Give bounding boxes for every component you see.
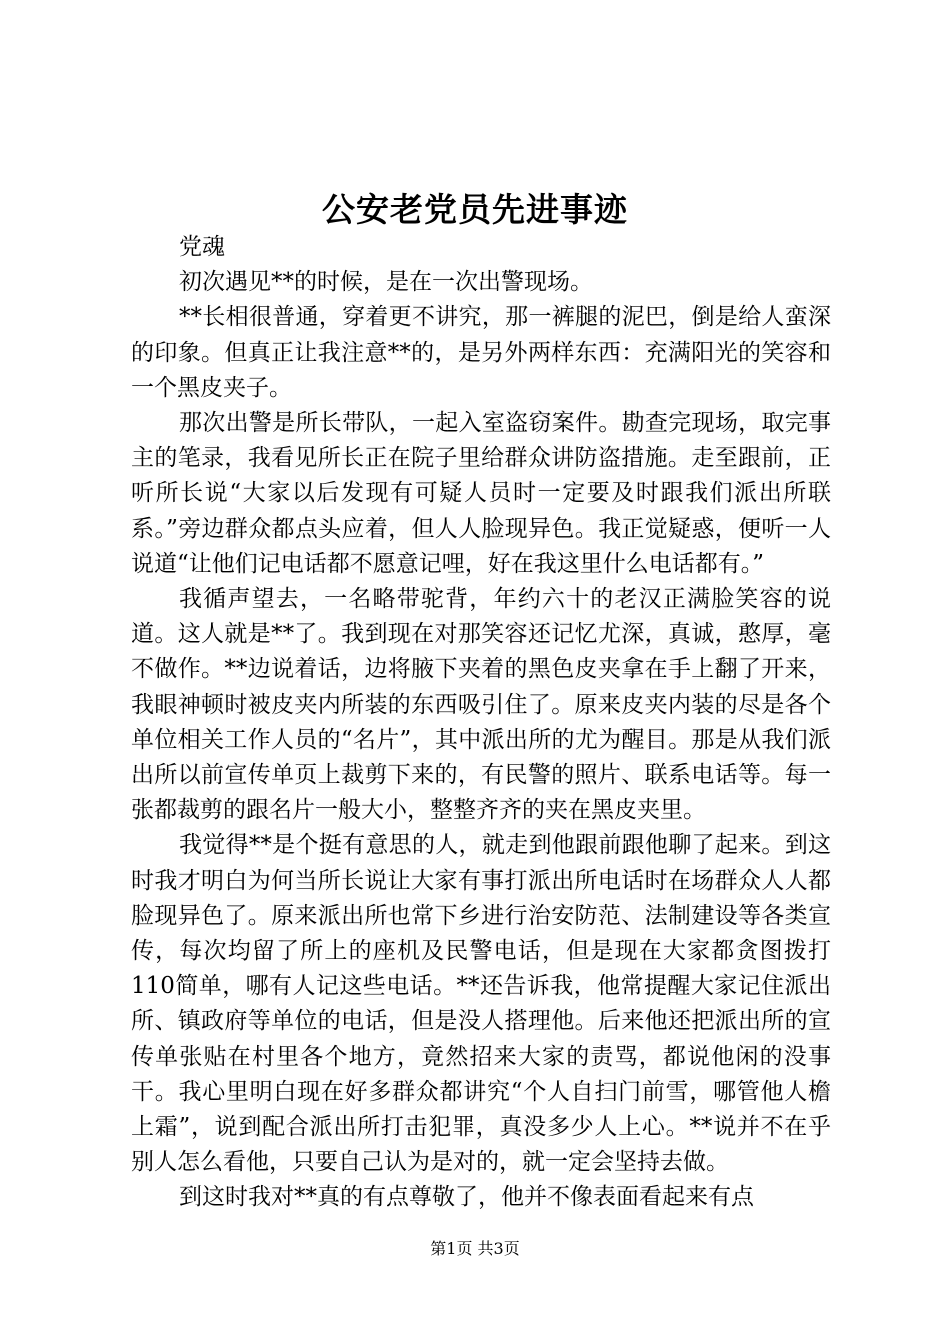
paragraph: **长相很普通，穿着更不讲究，那一裤腿的泥巴，倒是给人蛮深的印象。但真正让我注意**的，是另外两样东西：充满阳光的笑容和一个黑皮夹子。: [131, 304, 831, 401]
paragraph: 初次遇见**的时候，是在一次出警现场。: [179, 269, 593, 296]
paragraph: 我觉得**是个挺有意思的人，就走到他跟前跟他聊了起来。到这时我才明白为何当所长说让大家有事打派出所电话时在场群众人人都脸现异色了。原来派出所也常下乡进行治安防范、法制建设等各类宣传，每次均留了所上的座机及民警电话，但是现在大家都贪图拨打110简单，哪有人记这些电话。**还告诉我，他常提醒大家记住派出所、镇政府等单位的电话，但是没人搭理他。后来他还把派出所的宣传单张贴在村里各个地方，竟然招来大家的责骂，都说他闲的没事干。我心里明白现在好多群众都讲究“个人自扫门前雪，哪管他人檐上霜”，说到配合派出所打击犯罪，真没多少人上心。**说并不在乎别人怎么看他，只要自己认为是对的，就一定会坚持去做。: [131, 832, 831, 1176]
paragraph: 那次出警是所长带队，一起入室盗窃案件。勘查完现场，取完事主的笔录，我看见所长正在院子里给群众讲防盗措施。走至跟前，正听所长说“大家以后发现有可疑人员时一定要及时跟我们派出所联系。”旁边群众都点头应着，但人人脸现异色。我正觉疑惑，便听一人说道“让他们记电话都不愿意记哩，好在我这里什么电话都有。”: [131, 410, 831, 577]
page-number-footer: 第1页 共3页: [430, 1239, 520, 1258]
paragraph: 我循声望去，一名略带驼背，年约六十的老汉正满脸笑容的说道。这人就是**了。我到现在对那笑容还记忆尤深，真诚，憨厚，毫不做作。**边说着话，边将腋下夹着的黑色皮夹拿在手上翻了开来，我眼神顿时被皮夹内所装的东西吸引住了。原来皮夹内装的尽是各个单位相关工作人员的“名片”，其中派出所的尤为醒目。那是从我们派出所以前宣传单页上裁剪下来的，有民警的照片、联系电话等。每一张都裁剪的跟名片一般大小，整整齐齐的夹在黑皮夹里。: [131, 586, 831, 824]
document-title: 公安老党员先进事迹: [322, 190, 628, 229]
document-body: [131, 230, 831, 1216]
paragraph: 到这时我对**真的有点尊敬了，他并不像表面看起来有点: [179, 1184, 754, 1211]
paragraph-heading: 党魂: [179, 234, 225, 260]
